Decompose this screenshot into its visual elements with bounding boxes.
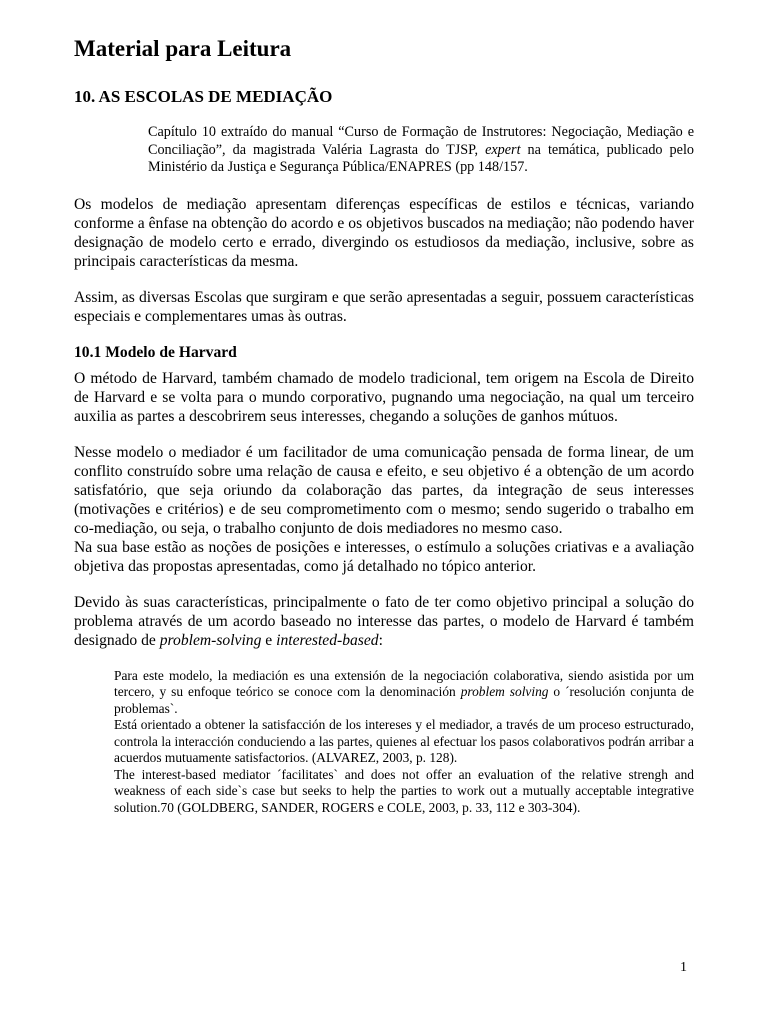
block-quote	[114, 668, 694, 817]
document-title: Material para Leitura	[74, 36, 292, 61]
document-page	[74, 34, 694, 816]
interested-based-term: interested-based	[276, 631, 379, 649]
quote-1-emphasis: problem solving	[460, 684, 549, 699]
paragraph-characteristics	[74, 593, 694, 650]
paragraph-schools: Assim, as diversas Escolas que surgiram e que serão apresentadas a seguir, possuem características especiais e complementares umas às outras.	[74, 288, 694, 325]
quote-paragraph-2: Está orientado a obtener la satisfacción de los intereses y el mediador, a través de um proceso estructurado, controla la interacción conduciendo a las partes, quienes al efectuar los pasos colaborativos podrán arribar a acuerdos mutuamente satisfactorios. (ALVAREZ, 2003, p. 128).	[114, 717, 694, 765]
quote-paragraph-1	[114, 668, 694, 718]
paragraph-base-notions: Na sua base estão as noções de posições e interesses, o estímulo a soluções criativas e a avaliação objetiva das propostas apresentadas, como já detalhado no tópico anterior.	[74, 538, 694, 575]
quote-paragraph-3: The interest-based mediator ´facilitates` and does not offer an evaluation of the relative strengh and weakness of each side`s case but seeks to help the parties to work out a mutually acceptable integrative solution.70 (GOLDBERG, SANDER, ROGERS e COLE, 2003, p. 33, 112 e 303-304).	[114, 766, 694, 815]
problem-solving-term: problem-solving	[159, 631, 262, 649]
characteristics-conj: e	[261, 631, 277, 649]
intro-text-start: Capítulo 10 extraído do manual “Curso de Formação de Instrutores: Negociação, Mediação e Conciliação”, da magistrada Valéria Lagrasta do TJSP,	[148, 124, 694, 158]
intro-emphasis: expert	[485, 141, 521, 158]
quote-1-text: Para este modelo, la mediación es una extensión de la negociación colaborativa, siendo asistida por um tercero, y su enfoque teórico se conoce com la denominación	[114, 667, 694, 699]
paragraph-models: Os modelos de mediação apresentam diferenças específicas de estilos e técnicas, variando conforme a ênfase na obtenção do acordo e os objetivos buscados na mediação; não podendo haver designação de modelo certo e errado, divergindo os estudiosos da mediação, inclusive, sobre as principais características da mesma.	[74, 195, 694, 270]
section-title: 10. AS ESCOLAS DE MEDIAÇÃO	[74, 87, 333, 106]
subsection-title: 10.1 Modelo de Harvard	[74, 343, 237, 361]
paragraph-harvard-method: O método de Harvard, também chamado de modelo tradicional, tem origem na Escola de Direito de Harvard e se volta para o mundo corporativo, pugnando uma negociação, na qual um terceiro auxilia as partes a descobrirem seus interesses, chegando a soluções de ganhos mútuos.	[74, 369, 694, 425]
intro-citation	[148, 124, 694, 177]
characteristics-end: :	[378, 631, 383, 649]
paragraph-mediator-role: Nesse modelo o mediador é um facilitador de uma comunicação pensada de forma linear, de um conflito construído sobre uma relação de causa e efeito, e seu objetivo é a obtenção de um acordo satisfatório, que seja oriundo da colaboração das partes, da integração de seus interesses (motivações e critérios) e de seu comprometimento com o mesmo; sendo sugerido o trabalho em co-mediação, ou seja, o trabalho conjunto de dois mediadores no mesmo caso.	[74, 443, 694, 537]
characteristics-text: Devido às suas características, principalmente o fato de ter como objetivo principal a solução do problema através de um acordo baseado no interesse das partes, o modelo de Harvard é também designado de	[74, 593, 694, 649]
intro-text-end: na temática, publicado pelo Ministério da Justiça e Segurança Pública/ENAPRES (pp 148/157.	[148, 141, 694, 175]
quote-1-end: o ´resolución conjunta de problemas`.	[114, 684, 694, 716]
page-number: 1	[680, 960, 687, 975]
